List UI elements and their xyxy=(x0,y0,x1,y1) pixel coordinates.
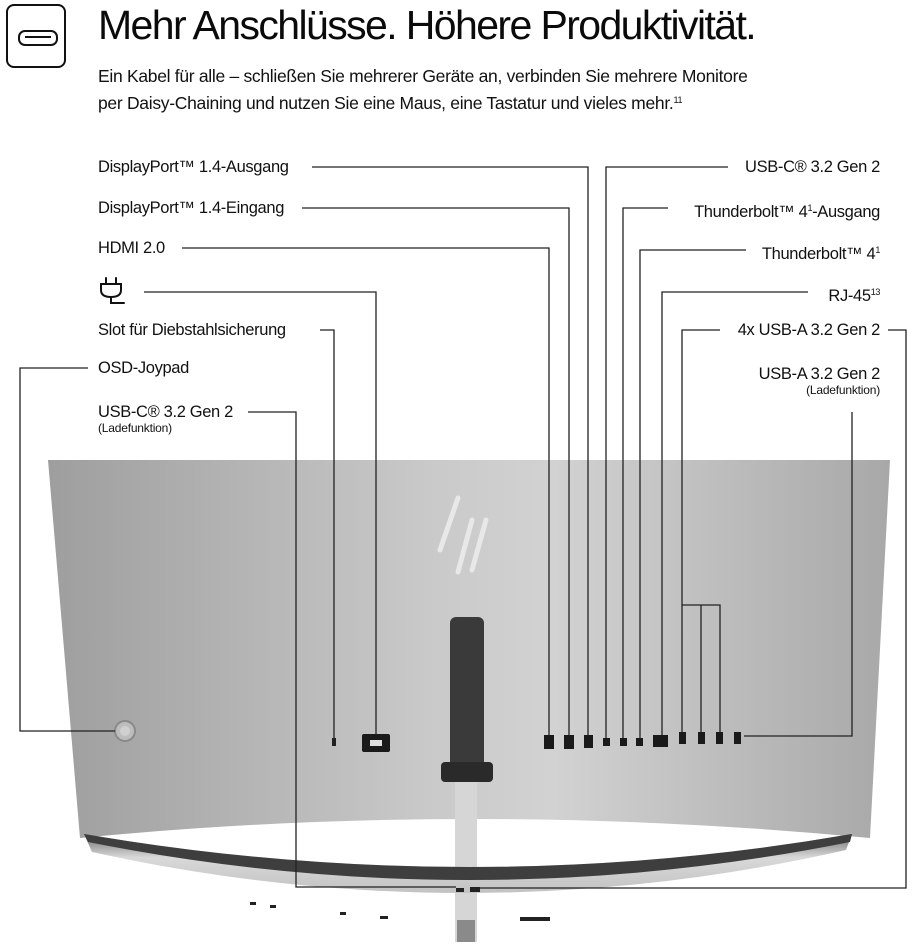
label-usbc-charging: USB-C® 3.2 Gen 2 xyxy=(98,403,233,421)
subtitle-line-1: Ein Kabel für alle – schließen Sie mehrerer Geräte an, verbinden Sie mehrere Monitore xyxy=(98,66,748,86)
label-thunderbolt: Thunderbolt™ $4^1$ xyxy=(761,245,880,263)
label-rj45: $RJ-45^{13}$ xyxy=(828,287,880,305)
label-usba-4x: 4x USB-A 3.2 Gen 2 xyxy=(737,321,880,339)
page-title: Mehr Anschlüsse. Höhere Produktivität. xyxy=(98,2,756,48)
stand-neck xyxy=(450,617,484,777)
label-thunderbolt-out: Thunderbolt™ $4^1$-Ausgang xyxy=(694,203,880,221)
note-usba-charging: (Ladefunktion) xyxy=(806,383,880,397)
label-usba-charging: USB-A 3.2 Gen 2 xyxy=(758,365,880,383)
security-slot xyxy=(332,738,336,746)
stand-pole xyxy=(455,782,477,942)
label-dp-in: DisplayPort™ 1.4-Eingang xyxy=(98,199,285,217)
label-osd-joypad: OSD-Joypad xyxy=(98,359,189,377)
power-plug-icon xyxy=(98,276,128,311)
subtitle-footnote: 11 xyxy=(673,95,683,105)
stand-clip xyxy=(441,762,493,782)
label-dp-out: DisplayPort™ 1.4-Ausgang xyxy=(98,158,289,176)
label-usbc: USB-C® 3.2 Gen 2 xyxy=(745,158,880,176)
note-usbc-charging: (Ladefunktion) xyxy=(98,421,172,435)
label-hdmi: HDMI 2.0 xyxy=(98,239,165,257)
label-security-slot: Slot für Diebstahlsicherung xyxy=(98,321,286,339)
subtitle-line-2: per Daisy-Chaining und nutzen Sie eine Maus, eine Tastatur und vieles mehr.$^{11}$ xyxy=(98,93,683,113)
